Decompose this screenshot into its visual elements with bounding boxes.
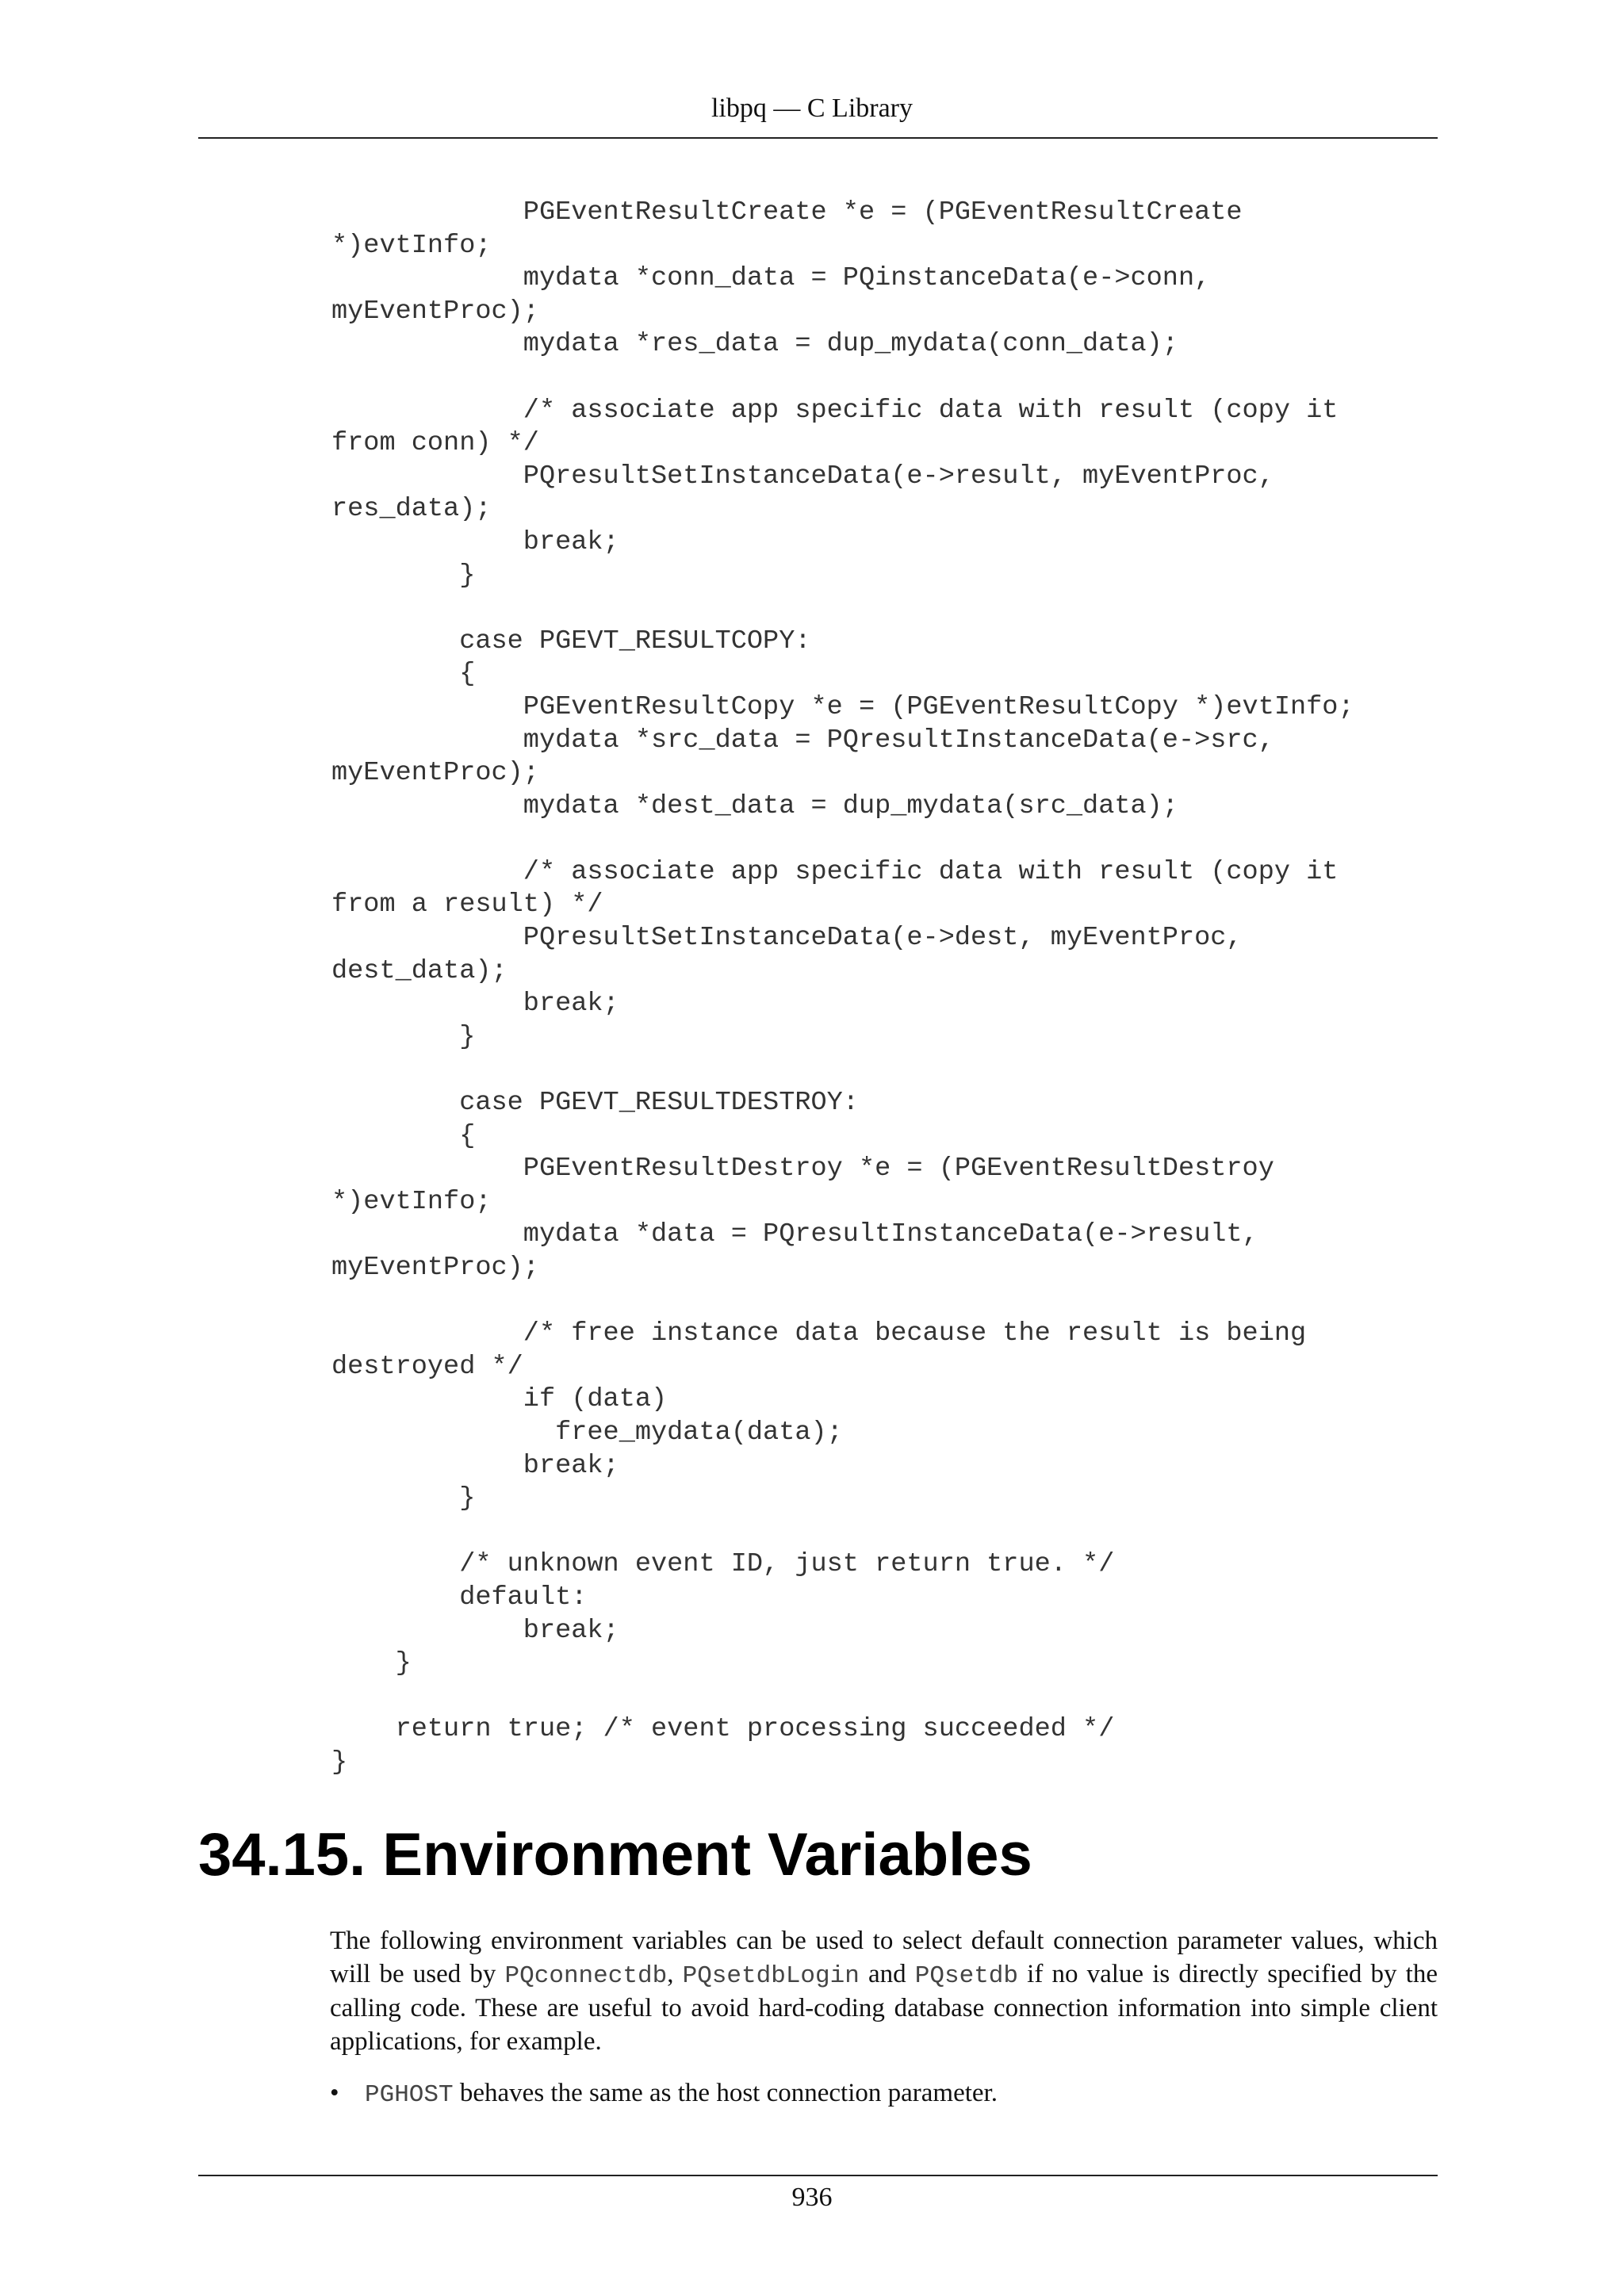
section-paragraph — [330, 1925, 1438, 2058]
para-text: and — [859, 1959, 915, 1988]
code-pqconnectdb: PQconnectdb — [504, 1961, 668, 1990]
running-header-title: libpq — C Library — [710, 94, 914, 123]
para-text: , — [667, 1959, 683, 1988]
bullet-marker: • — [330, 2079, 339, 2107]
para-text: The following environment variables can be used to select default connection parameter values, which will be used by — [330, 1927, 1438, 1988]
code-pqsetdb: PQsetdb — [914, 1961, 1019, 1990]
section-heading: 34.15. Environment Variables — [198, 1821, 1032, 1888]
header-divider — [198, 137, 1438, 139]
list-item-text: behaves the same as the host connection parameter. — [453, 2079, 998, 2107]
para-text: if no value is directly specified by the calling code. These are useful to avoid hard-coding database connection information into simple client applications, for example. — [330, 1959, 1438, 2056]
code-pghost: PGHOST — [365, 2081, 454, 2109]
list-item — [330, 2079, 998, 2109]
page-number: 936 — [791, 2183, 833, 2212]
code-listing: PGEventResultCreate *e = (PGEventResultCreate *)evtInfo; mydata *conn_data = PQinstanceData(e->conn, myEventProc); mydata *res_data = dup_mydata(conn_data); /* associate app specific data with result (copy it from conn) */ PQresultSetInstanceData(e->result, myEventProc, res_data); break; } case PGEVT_RESULTCOPY: { PGEventResultCopy *e = (PGEventResultCopy *)evtInfo; mydata *src_data = PQresultInstanceData(e->src, myEventProc); mydata *dest_data = dup_mydata(src_data); /* associate app specific data with result (copy it from a result) */ PQresultSetInstanceData(e->dest, myEventProc, dest_data); break; } case PGEVT_RESULTDESTROY: { PGEventResultDestroy *e = (PGEventResultDestroy *)evtInfo; mydata *data = PQresultInstanceData(e->result, myEventProc); /* free instance data because the result is being destroyed */ if (data) free_mydata(data); break; } /* unknown event ID, just return true. */ default: break; } return true; /* event processing succeeded */ } — [331, 197, 1354, 1777]
code-pqsetdblogin: PQsetdbLogin — [682, 1961, 860, 1990]
footer-divider — [198, 2175, 1438, 2176]
